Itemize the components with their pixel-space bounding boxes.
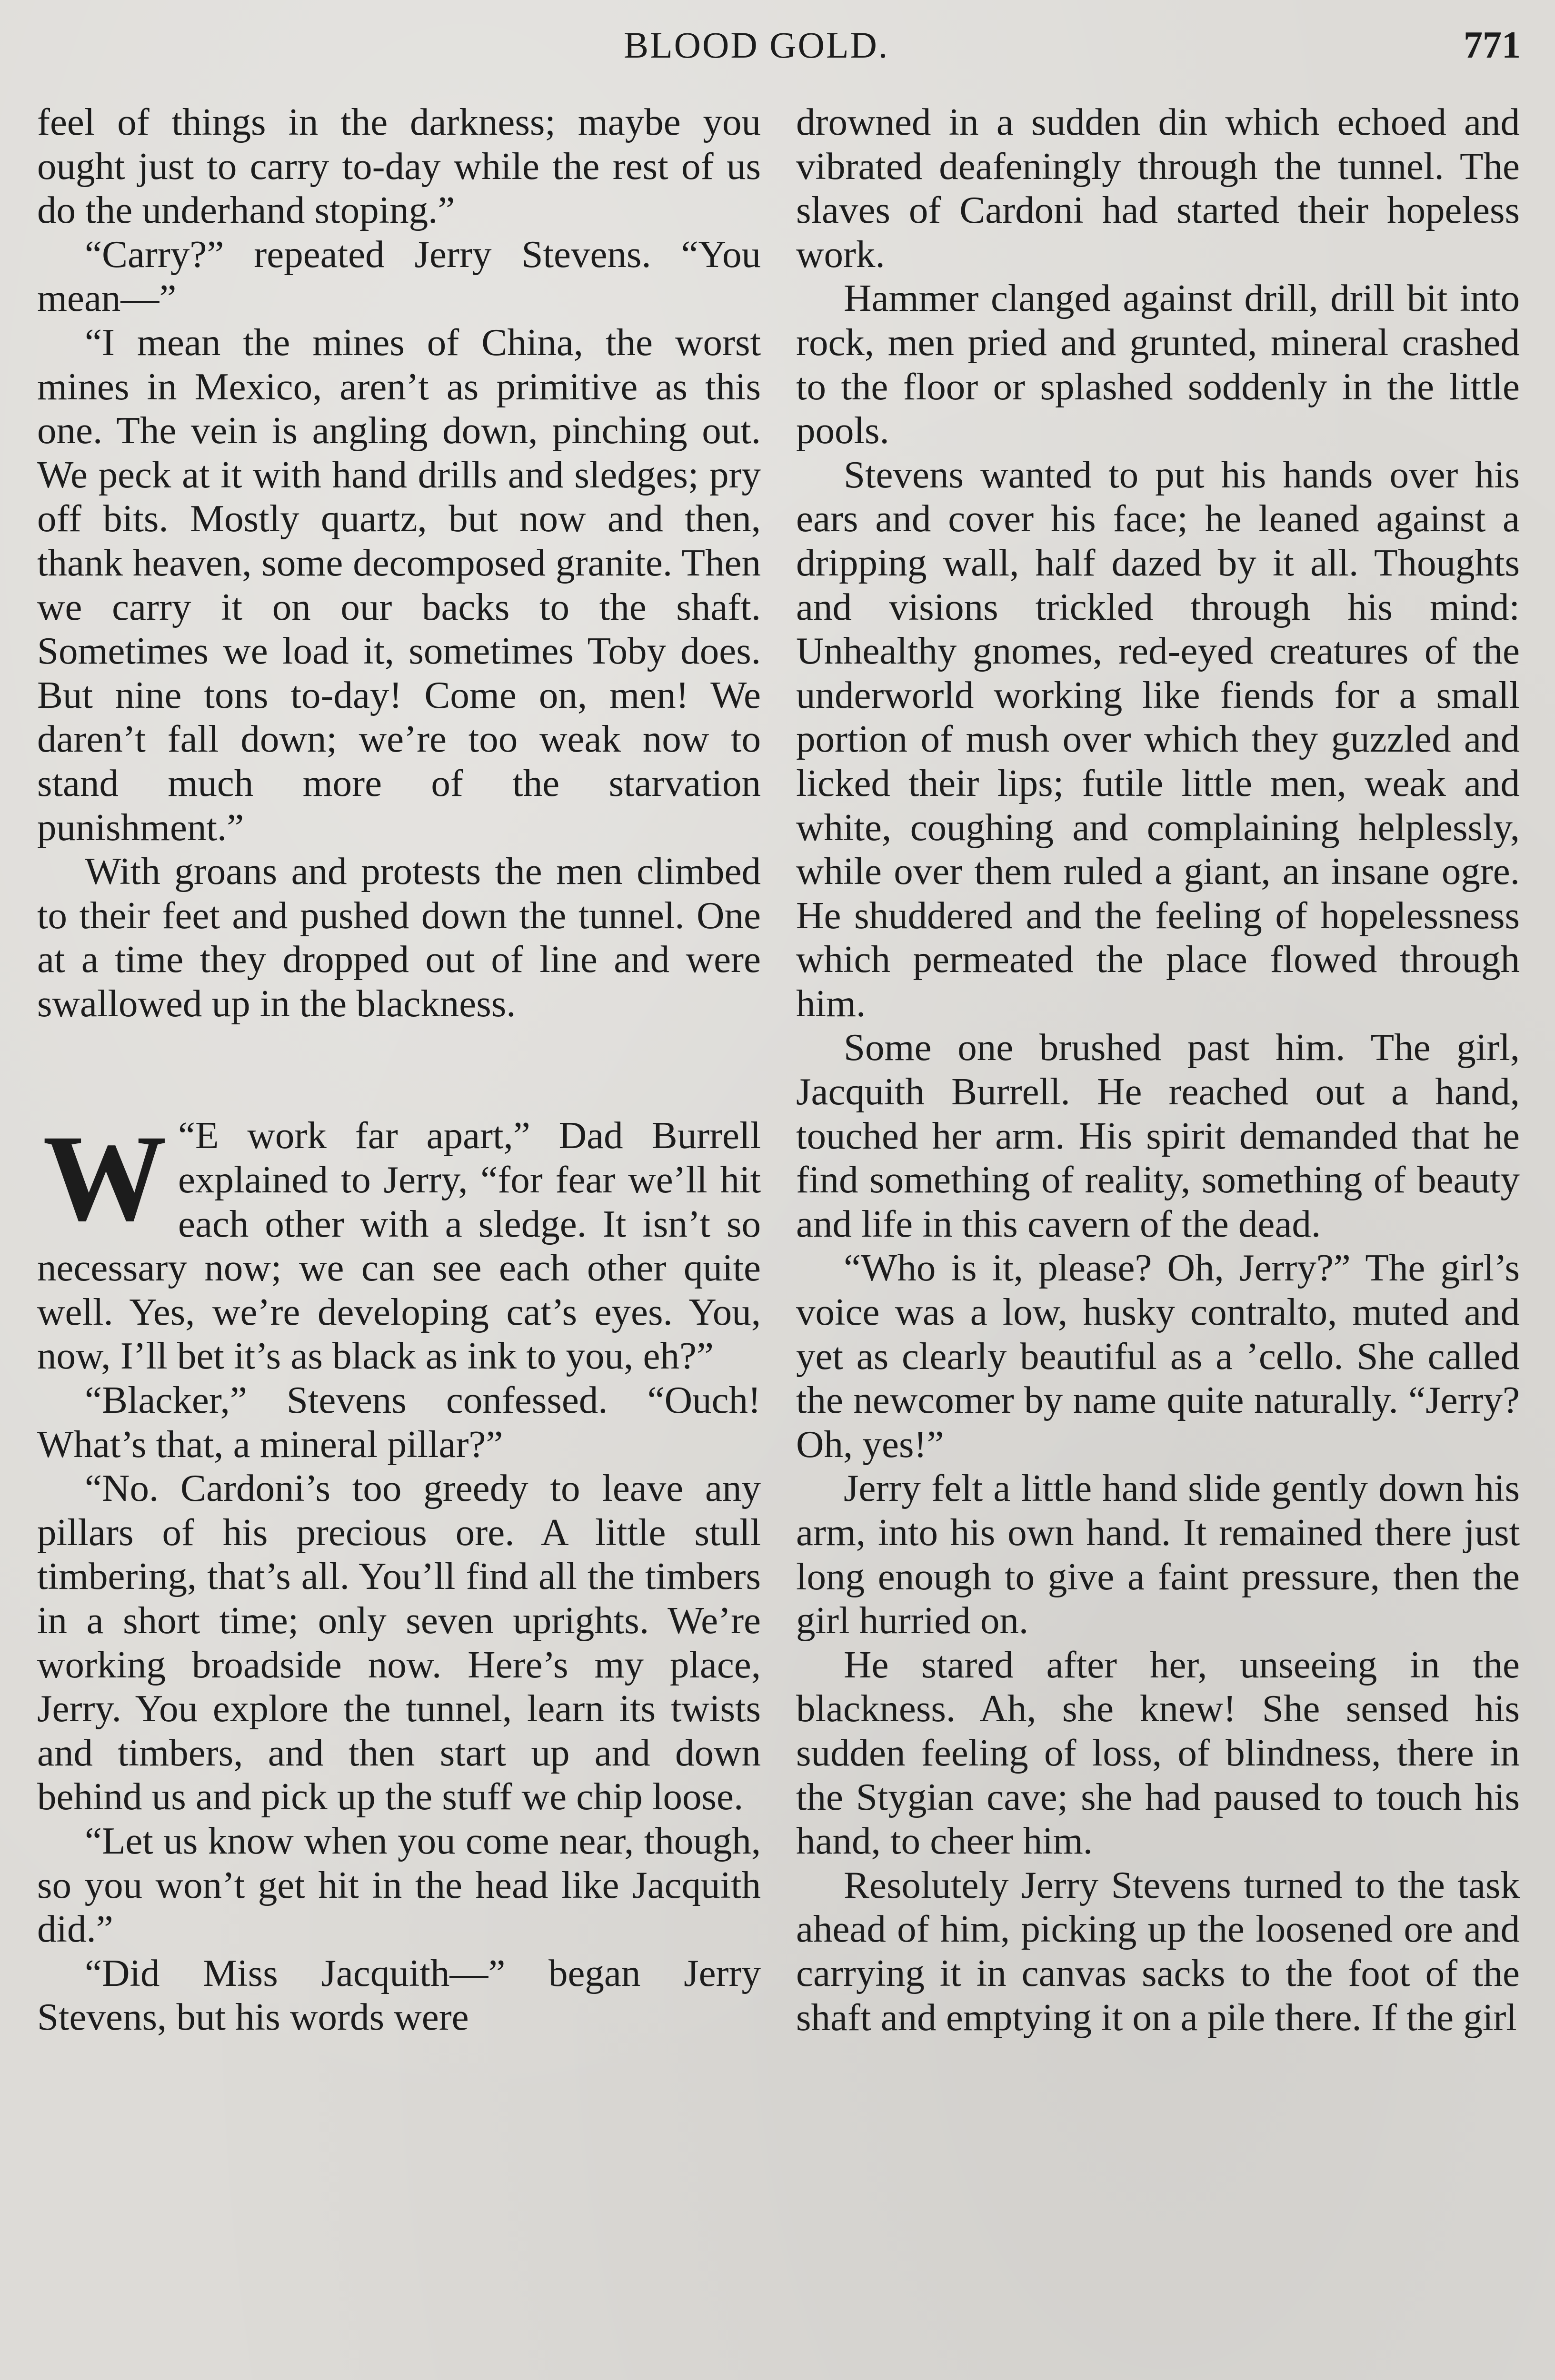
left-column <box>37 100 761 2039</box>
running-head <box>0 19 1555 71</box>
paragraph: “Blacker,” Stevens confessed. “Ouch! What’s that, a mineral pillar?” <box>37 1378 761 1466</box>
page-number: 771 <box>1464 24 1521 66</box>
paragraph: Jerry felt a little hand slide gently down his arm, into his own hand. It remained there just long enough to give a faint pressure, then the girl hurried on. <box>796 1467 1520 1642</box>
section-opening-paragraph <box>37 1110 761 1378</box>
story-title: BLOOD GOLD. <box>624 24 889 66</box>
paragraph: drowned in a sudden din which echoed and vibrated deafeningly through the tunnel. The slaves of Cardoni had started their hopeless work. <box>796 100 1520 276</box>
opening-quote-mark: “ <box>178 1114 195 1157</box>
paragraph: He stared after her, unseeing in the blackness. Ah, she knew! She sensed his sudden feeling of loss, of blindness, there in the Stygian cave; she had paused to touch his hand, to cheer him. <box>796 1643 1520 1863</box>
paragraph: “Carry?” repeated Jerry Stevens. “You mean—” <box>37 232 761 320</box>
paragraph: Hammer clanged against drill, drill bit into rock, men pried and grunted, mineral crashed to the floor or splashed soddenly in the little pools. <box>796 277 1520 452</box>
paragraph: “No. Cardoni’s too greedy to leave any pillars of his precious ore. A little stull timbering, that’s all. You’ll find all the timbers in a short time; only seven uprights. We’re working broadside now. Here’s my place, Jerry. You explore the tunnel, learn its twists and timbers, and then start up and down behind us and pick up the stuff we chip loose. <box>37 1467 761 1818</box>
paragraph: “Let us know when you come near, though, so you won’t get hit in the head like Jacquith did.” <box>37 1819 761 1951</box>
paragraph: “Who is it, please? Oh, Jerry?” The girl’s voice was a low, husky contralto, muted and yet as clearly beautiful as a ’cello. She called the newcomer by name quite naturally. “Jerry? Oh, yes!” <box>796 1246 1520 1466</box>
paragraph: With groans and protests the men climbed to their feet and pushed down the tunnel. One at a time they dropped out of line and were swallowed up in the blackness. <box>37 850 761 1025</box>
paragraph: “Did Miss Jacquith—” began Jerry Stevens, but his words were <box>37 1951 761 2039</box>
paragraph: Some one brushed past him. The girl, Jacquith Burrell. He reached out a hand, touched her arm. His spirit demanded that he find something of reality, something of beauty and life in this cavern of the dead. <box>796 1026 1520 1245</box>
paragraph: Resolutely Jerry Stevens turned to the task ahead of him, picking up the loosened ore and carrying it in canvas sacks to the foot of the shaft and emptying it on a pile there. If the girl <box>796 1863 1520 2039</box>
drop-cap: W <box>43 1110 167 1247</box>
paragraph: “I mean the mines of China, the worst mines in Mexico, aren’t as primitive as this one. The vein is angling down, pinching out. We peck at it with hand drills and sledges; pry off bits. Mostly quartz, but now and then, thank heaven, some decomposed granite. Then we carry it on our backs to the shaft. Sometimes we load it, sometimes Toby does. But nine tons to-day! Come on, men! We daren’t fall down; we’re too weak now to stand much more of the starvation punishment.” <box>37 320 761 849</box>
paragraph-text: E work far apart,” Dad Burrell explained to Jerry, “for fear we’ll hit each other with a sledge. It isn’t so necessary now; we can see each other quite well. Yes, we’re developing cat’s eyes. You, now, I’ll bet it’s as black as ink to you, eh?” <box>37 1114 761 1378</box>
right-column <box>796 100 1520 2039</box>
paragraph: Stevens wanted to put his hands over his ears and cover his face; he leaned against a dripping wall, half dazed by it all. Thoughts and visions trickled through his mind: Unhealthy gnomes, red-eyed creatures of the underworld working like fiends for a small portion of mush over which they guzzled and licked their lips; futile little men, weak and white, coughing and complaining helplessly, while over them ruled a giant, an insane ogre. He shuddered and the feeling of hopelessness which permeated the place flowed through him. <box>796 453 1520 1025</box>
paragraph: feel of things in the darkness; maybe you ought just to carry to-day while the rest of us do the underhand stoping.” <box>37 100 761 232</box>
